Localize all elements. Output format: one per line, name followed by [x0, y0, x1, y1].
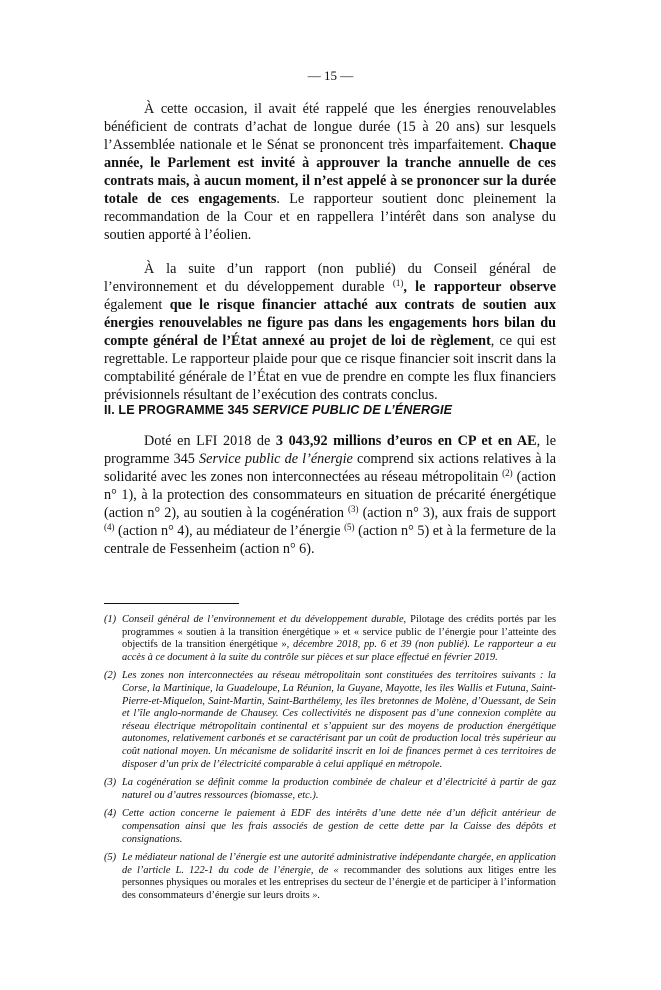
footnote-ref: (5): [344, 522, 355, 532]
text-run: également: [104, 297, 170, 313]
bold-run: , le rapporteur observe: [403, 279, 556, 295]
text-run: . Le rapporteur soutient donc pleinement la recommandation de la Cour et en rappellera l’intérêt dans son analyse du soutien apporté à l’éolien.: [104, 191, 556, 243]
footnote-text-run: Les zones non interconnectées au réseau métropolitain sont constituées des territoires suivants : la Corse, la Martinique, la Guadeloupe, La Réunion, la Guyane, Mayotte, les îles Wallis et Futuna, Saint-Pierre-et-Miquelon, Saint-Martin, Saint-Barthélemy, les îles bretonnes de Molène, d’Ouessant, de Sein et l’île anglo-normande de Chausey. Ces collectivités ne disposent pas d’une connexion complète au réseau électrique métropolitain continental et s’appuient sur des moyens de production énergétique autonomes, relativement carbonés et se caractérisant par un coût de production local très supérieur au coût national moyen. Un mécanisme de solidarité inscrit en loi de finances permet à ces territoires de disposer d’un prix de l’électricité comparable à celui appliqué en métropole.: [122, 670, 556, 770]
footnote: [104, 614, 556, 664]
text-run: Doté en LFI 2018 de: [144, 433, 276, 449]
footnote-text: [122, 614, 556, 664]
italic-run: Service public de l’énergie: [199, 451, 353, 467]
bold-run: Chaque année, le Parlement est invité à approuver la tranche annuelle de ces contrats mais, à aucun moment, il n’est appelé à se prononcer sur la durée totale de ces engagements: [104, 137, 556, 207]
footnote: [104, 808, 556, 846]
text-run: (action n° 3), aux frais de support: [358, 505, 556, 521]
footnote-number: (2): [104, 670, 117, 682]
text-run: (action n° 5) et à la fermeture de la centrale de Fessenheim (action n° 6).: [104, 523, 557, 557]
footnote: [104, 852, 556, 902]
footnote-text-run: La cogénération se définit comme la production combinée de chaleur et d’électricité à partir de gaz naturel ou d’autres ressources (biomasse, etc.).: [122, 777, 556, 801]
footnote-number: (3): [104, 777, 117, 789]
footnote-text-run: recommander des solutions aux litiges entre les personnes physiques ou morales et les entreprises du secteur de l’énergie et de participer à l’information des consommateurs d’énergie sur leurs droits: [122, 864, 556, 901]
footnote-ref: (2): [502, 468, 513, 478]
footnote-ref: (4): [104, 522, 115, 532]
footnote-ref: (3): [348, 504, 359, 514]
footnote-text-run: ».: [309, 889, 321, 901]
text-run: (action n° 1), à la protection des consommateurs en situation de précarité énergétique (action n° 2), au soutien à la cogénération: [104, 469, 556, 521]
footnote-text-run: Pilotage des crédits portés par les programmes « soutien à la transition énergétique » et « service public de l’énergie pour l’atteinte des objectifs de la transition énergétique »: [122, 614, 556, 651]
footnote: [104, 777, 556, 802]
paragraph-contracts: [104, 100, 556, 244]
footnote-separator: [104, 603, 239, 604]
text-run: , le programme 345: [104, 433, 556, 467]
text-run: À cette occasion, il avait été rappelé que les énergies renouvelables bénéficient de contrats d’achat de longue durée (15 à 20 ans) sur lesquels l’Assemblée nationale et le Sénat se prononcent très imparfaitement.: [104, 101, 556, 153]
footnote-ref: (1): [392, 278, 404, 288]
footnote-text-run: Conseil général de l’environnement et du développement durable,: [122, 614, 411, 625]
section-heading: [104, 403, 452, 417]
heading-text: II. LE PROGRAMME 345: [104, 403, 253, 417]
bold-run: que le risque financier attaché aux contrats de soutien aux énergies renouvelables ne figure pas dans les engagements hors bilan du compte général de l’État annexé au projet de loi de règlement: [104, 297, 556, 349]
body-text: [104, 100, 556, 404]
footnote-text-run: Cette action concerne le paiement à EDF des intérêts d’une dette née d’un déficit antérieur de compensation ainsi que les frais associés de gestion de cette dette par la Caisse des dépôts et consignations.: [122, 808, 556, 845]
footnote-number: (5): [104, 852, 117, 864]
footnote-text: [122, 852, 556, 902]
heading-italic: SERVICE PUBLIC DE L’ÉNERGIE: [252, 403, 453, 417]
text-run: , ce qui est regrettable. Le rapporteur plaide pour que ce risque financier soit inscrit dans la comptabilité générale de l’État en vue de prendre en compte les flux financiers prévisionnels résultant de l’exécution des contrats conclus.: [104, 333, 557, 403]
text-run: À la suite d’un rapport (non publié) du Conseil général de l’environnement et du développement durable: [104, 261, 556, 295]
footnote: [104, 670, 556, 771]
paragraph-text: [104, 432, 556, 558]
footnote-number: (1): [104, 614, 117, 625]
footnote-text: [122, 670, 556, 771]
text-run: comprend six actions relatives à la solidarité avec les zones non interconnectées au réseau métropolitain: [104, 451, 556, 485]
page-number: — 15 —: [307, 68, 354, 83]
footnote-number: (4): [104, 808, 117, 820]
text-run: (action n° 4), au médiateur de l’énergie: [114, 523, 345, 539]
footnote-text: [122, 777, 556, 802]
paragraph-programme-345: [104, 432, 556, 558]
paragraph-financial-risk: [104, 260, 556, 404]
footnote-text-run: Le médiateur national de l’énergie est une autorité administrative indépendante chargée, en application de l’article L. 122-1 du code de l’énergie, de «: [122, 852, 556, 876]
footnote-text-run: , décembre 2018, pp. 6 et 39 (non publié). Le rapporteur a eu accès à ce document à la suite du contrôle sur pièces et sur place effectué en février 2019.: [122, 639, 557, 663]
footnotes: [104, 614, 556, 908]
footnote-text: [122, 808, 556, 846]
bold-run: 3 043,92 millions d’euros en CP et en AE: [275, 433, 537, 449]
